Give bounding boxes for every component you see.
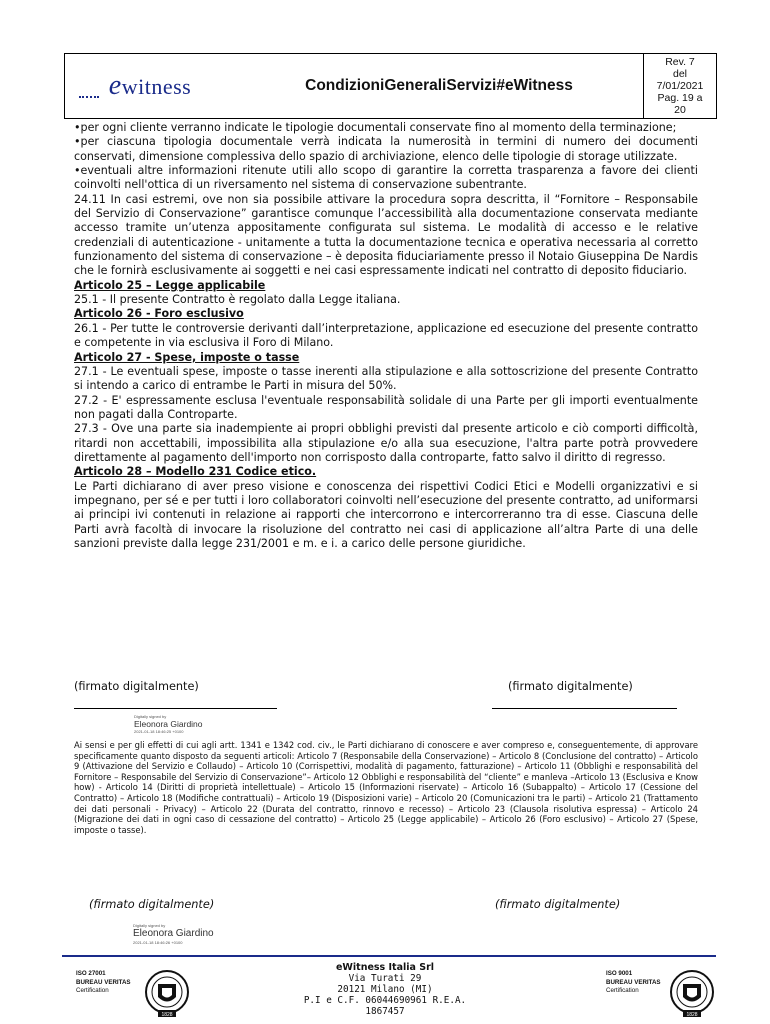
digital-signature-stamp bbox=[134, 714, 203, 734]
footer-divider bbox=[62, 955, 716, 957]
cert-iso: ISO 9001 bbox=[606, 970, 633, 977]
article-26-heading: Articolo 26 - Foro esclusivo bbox=[74, 307, 244, 321]
logo-e: e bbox=[108, 70, 122, 101]
page-total: 20 bbox=[674, 104, 686, 116]
company-footer bbox=[250, 962, 520, 1017]
iso-27001-certification bbox=[74, 966, 200, 1018]
rev-del: del bbox=[672, 68, 687, 80]
signature-timestamp: 2021-01-18 18:46:25 +0100 bbox=[134, 729, 184, 734]
signature-line-right bbox=[492, 708, 677, 709]
rev-date: 7/01/2021 bbox=[656, 80, 704, 92]
paragraph-24-11: 24.11 In casi estremi, ove non sia possibile attivare la procedura sopra descritta, il “Fornitore – Responsabile del Servizio di Conservazione” garantisce comunque l’accessibilità alla documentazione conservata mediante accesso tramite un’utenza appositamente configurata sul sistema. Le modalità di accesso e le relative credenziali di autenticazione - unitamente a tutta la documentazione tecnica e operativa necessaria al corretto funzionamento del sistema di conservazione – è deposita fiduciariamente presso il Notaio Giuseppina De Nardis che le fornirà esclusivamente ai soggetti e nei casi espressamente indicati nel contratto di deposito fiduciario. bbox=[74, 192, 698, 278]
logo-text bbox=[109, 70, 191, 102]
ewitness-logo bbox=[65, 54, 235, 118]
article-25-heading: Articolo 25 – Legge applicabile bbox=[74, 278, 266, 292]
approval-clause: Ai sensi e per gli effetti di cui agli artt. 1341 e 1342 cod. civ., le Parti dichiarano di conoscere e aver compreso e, conseguentemente, di approvare specificamente quanto disposto da seguenti articoli: Articolo 7 (Responsabile della Conservazione) – Articolo 8 (Conclusione del contratto) – Articolo 9 (Attivazione del Servizio e Collaudo) – Articolo 10 (Corrispettivi, modalità di pagamento, fatturazione) – Articolo 11 (Obblighi e responsabilità del Fornitore – Responsabile del Servizio di Conservazione”– Articolo 12 Obblighi e responsabilità del “cliente” e manleva –Articolo 13 (Esclusiva e Know how) - Articolo 14 (Diritti di proprietà intellettuale) – Articolo 15 (Informazioni riservate) – Articolo 16 (Subappalto) – Articolo 17 (Cessione del Contratto) – Articolo 18 (Modifiche contrattuali) – Articolo 19 (Disposizioni varie) – Articolo 20 (Comunicazioni tra le parti) – Articolo 21 (Trattamento dei dati personali - Privacy) – Articolo 22 (Durata del contratto, rinnovo e recesso) – Articolo 23 (Clausola risolutiva espressa) – Articolo 24 (Migrazione dei dati in ogni caso di cessazione del contratto) – Articolo 25 (Legge applicabile) – Articolo 26 (Foro esclusivo) – Articolo 27 (Spese, imposte o tasse). bbox=[74, 740, 698, 835]
logo-dots bbox=[79, 96, 99, 98]
bullet-icon: • bbox=[74, 135, 81, 149]
digital-signature-stamp-2 bbox=[133, 923, 214, 945]
bullet-text: per ciascuna tipologia documentale verrà indicata la numerosità in termini di numero dei documenti conservati, dimensione complessiva dello spazio di archiviazione, elenco delle tipologie di storage utilizzate. bbox=[74, 135, 698, 163]
signature-label-left: (firmato digitalmente) bbox=[74, 680, 199, 693]
cert-sub: Certification bbox=[606, 987, 639, 994]
page-header bbox=[64, 53, 717, 119]
bullet-icon: • bbox=[74, 164, 81, 178]
signer-name: Eleonora Giardino bbox=[133, 928, 214, 939]
company-name: eWitness Italia Srl bbox=[335, 962, 435, 973]
article-27-heading: Articolo 27 - Spese, imposte o tasse bbox=[74, 350, 300, 364]
cert-org: BUREAU VERITAS bbox=[76, 978, 131, 986]
paragraph-27-1: 27.1 - Le eventuali spese, imposte o tasse inerenti alla stipulazione e alla sottoscrizione del presente Contratto si intendo a carico di entrambe le Parti in misura del 50%. bbox=[74, 364, 698, 393]
logo-word: witness bbox=[121, 74, 192, 99]
bureau-veritas-seal-icon bbox=[604, 966, 730, 1018]
signature-line-left bbox=[74, 708, 277, 709]
document-body bbox=[74, 121, 698, 551]
signature-label-left-2: (firmato digitalmente) bbox=[89, 898, 215, 911]
cert-sub: Certification bbox=[76, 987, 109, 994]
iso-9001-certification bbox=[604, 966, 730, 1018]
bureau-veritas-seal-icon bbox=[74, 966, 200, 1018]
bullet-item bbox=[74, 135, 698, 164]
paragraph-27-2: 27.2 - E' espressamente esclusa l'eventuale responsabilità solidale di una Parte per gli importi eventualmente non pagati dalla Controparte. bbox=[74, 393, 698, 421]
paragraph-28: Le Parti dichiarano di aver preso visione e conoscenza dei rispettivi Codici Etici e Modelli organizzativi e si impegnano, per sé e per tutti i loro collaboratori coinvolti nell’esecuzione del presente contratto, ad uniformarsi ai principi ivi contenuti in relazione ai rapporti che intercorrono e intercorreranno tra di esse. Ciascuna delle Parti avrà facoltà di invocare la risoluzione del contratto nei casi di applicazione all’altra Parte di una delle sanzioni previste dalla legge 231/2001 e m. e i. a carico delle persone giuridiche. bbox=[74, 479, 698, 550]
paragraph-27-3: 27.3 - Ove una parte sia inadempiente ai propri obblighi previsti dal presente articolo e ciò comporti difficoltà, ritardi non accettabili, impossibilita alla stipulazione e/o alla sua esecuzione, l'altra parte potrà provvedere direttamente al pagamento dell'importo non corrisposto dalla controparte, fatto salvo il diritto di regresso. bbox=[74, 422, 698, 464]
signature-label-right: (firmato digitalmente) bbox=[508, 680, 633, 693]
signer-name: Eleonora Giardino bbox=[134, 719, 203, 729]
bullet-text: eventuali altre informazioni ritenute utili allo scopo di garantire la corretta trasparenza a favore dei clienti coinvolti nell'ottica di un riversamento nel sistema di conservazione subentrante. bbox=[74, 164, 698, 192]
company-vat: P.I e C.F. 06044690961 R.E.A. bbox=[303, 995, 467, 1006]
company-rea: 1867457 bbox=[365, 1006, 405, 1017]
cert-year: 1828 bbox=[161, 1012, 173, 1018]
signature-label-right-2: (firmato digitalmente) bbox=[495, 898, 621, 911]
revision-box bbox=[643, 54, 716, 118]
company-city: 20121 Milano (MI) bbox=[337, 984, 433, 995]
paragraph-25-1: 25.1 - Il presente Contratto è regolato dalla Legge italiana. bbox=[74, 293, 401, 307]
paragraph-26-1: 26.1 - Per tutte le controversie derivanti dall’interpretazione, applicazione ed esecuzione del presente contratto e competente in via esclusiva il Foro di Milano. bbox=[74, 321, 698, 350]
digital-signature-label: Digitally signed by bbox=[133, 923, 166, 928]
bullet-text: per ogni cliente verranno indicate le tipologie documentali conservate fino al momento della terminazione; bbox=[80, 121, 677, 134]
signature-timestamp: 2021-01-18 18:46:26 +0100 bbox=[133, 940, 183, 945]
cert-iso: ISO 27001 bbox=[76, 970, 106, 977]
article-28-heading: Articolo 28 – Modello 231 Codice etico. bbox=[74, 465, 317, 479]
digital-signature-label: Digitally signed by bbox=[134, 714, 167, 719]
bullet-item bbox=[74, 164, 698, 193]
rev-number: Rev. 7 bbox=[665, 56, 695, 68]
page-number: Pag. 19 a bbox=[657, 92, 703, 104]
bullet-icon: • bbox=[74, 121, 81, 134]
company-address: Via Turati 29 bbox=[348, 973, 422, 984]
document-title: CondizioniGeneraliServizi#eWitness bbox=[305, 77, 573, 94]
bullet-item bbox=[74, 121, 698, 135]
cert-year: 1828 bbox=[686, 1012, 698, 1018]
cert-org: BUREAU VERITAS bbox=[606, 978, 661, 986]
